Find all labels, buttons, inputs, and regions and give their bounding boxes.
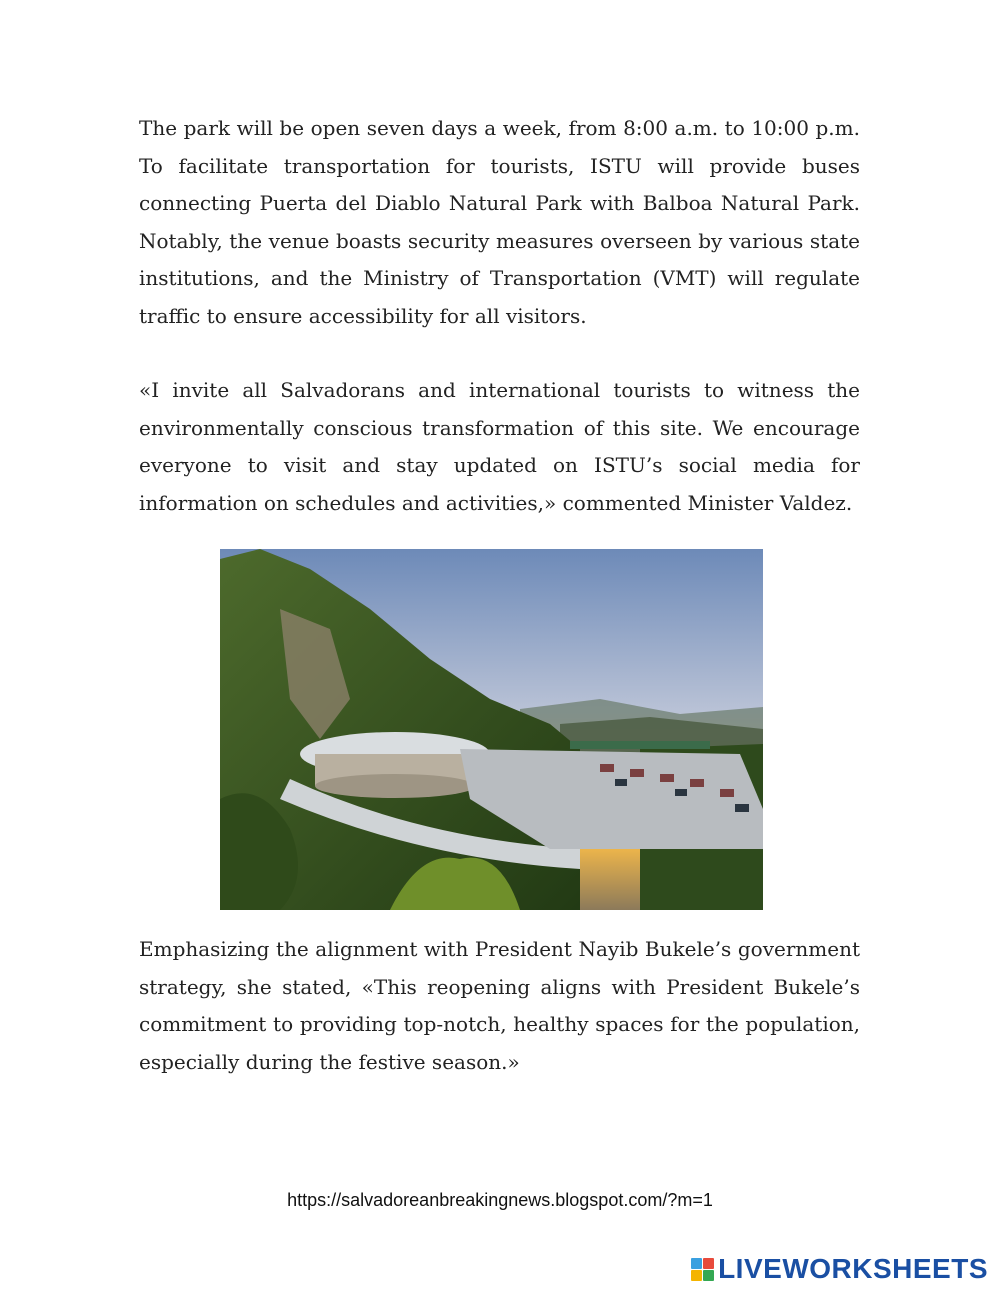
- paragraph-opening-hours: The park will be open seven days a week, from 8:00 a.m. to 10:00 p.m. To facilitate transportation for tourists, ISTU will provide buses connecting Puerta del Diablo Natural Park with Balboa Natural Park. Notably, the venue boasts security measures overseen by various state institutions, and the Ministry of Transportation (VMT) will regulate traffic to ensure accessibility for all visitors.: [139, 116, 860, 328]
- liveworksheets-wordmark: LIVEWORKSHEETS: [718, 1253, 988, 1284]
- park-viewpoint-photo: [220, 549, 763, 910]
- paragraph-president-strategy: Emphasizing the alignment with President Nayib Bukele’s government strategy, she stated, «This reopening aligns with President Bukele’s commitment to providing top-notch, healthy spaces for the population, especially during the festive season.»: [139, 937, 860, 1074]
- paragraph-minister-quote: «I invite all Salvadorans and international tourists to witness the environmentally conscious transformation of this site. We encourage everyone to visit and stay updated on ISTU’s social media for information on schedules and activities,» commented Minister Valdez.: [139, 378, 860, 515]
- source-url[interactable]: https://salvadoreanbreakingnews.blogspot.com/?m=1: [287, 1190, 713, 1210]
- liveworksheets-brand: [691, 1252, 988, 1286]
- liveworksheets-logo-icon: [691, 1258, 714, 1281]
